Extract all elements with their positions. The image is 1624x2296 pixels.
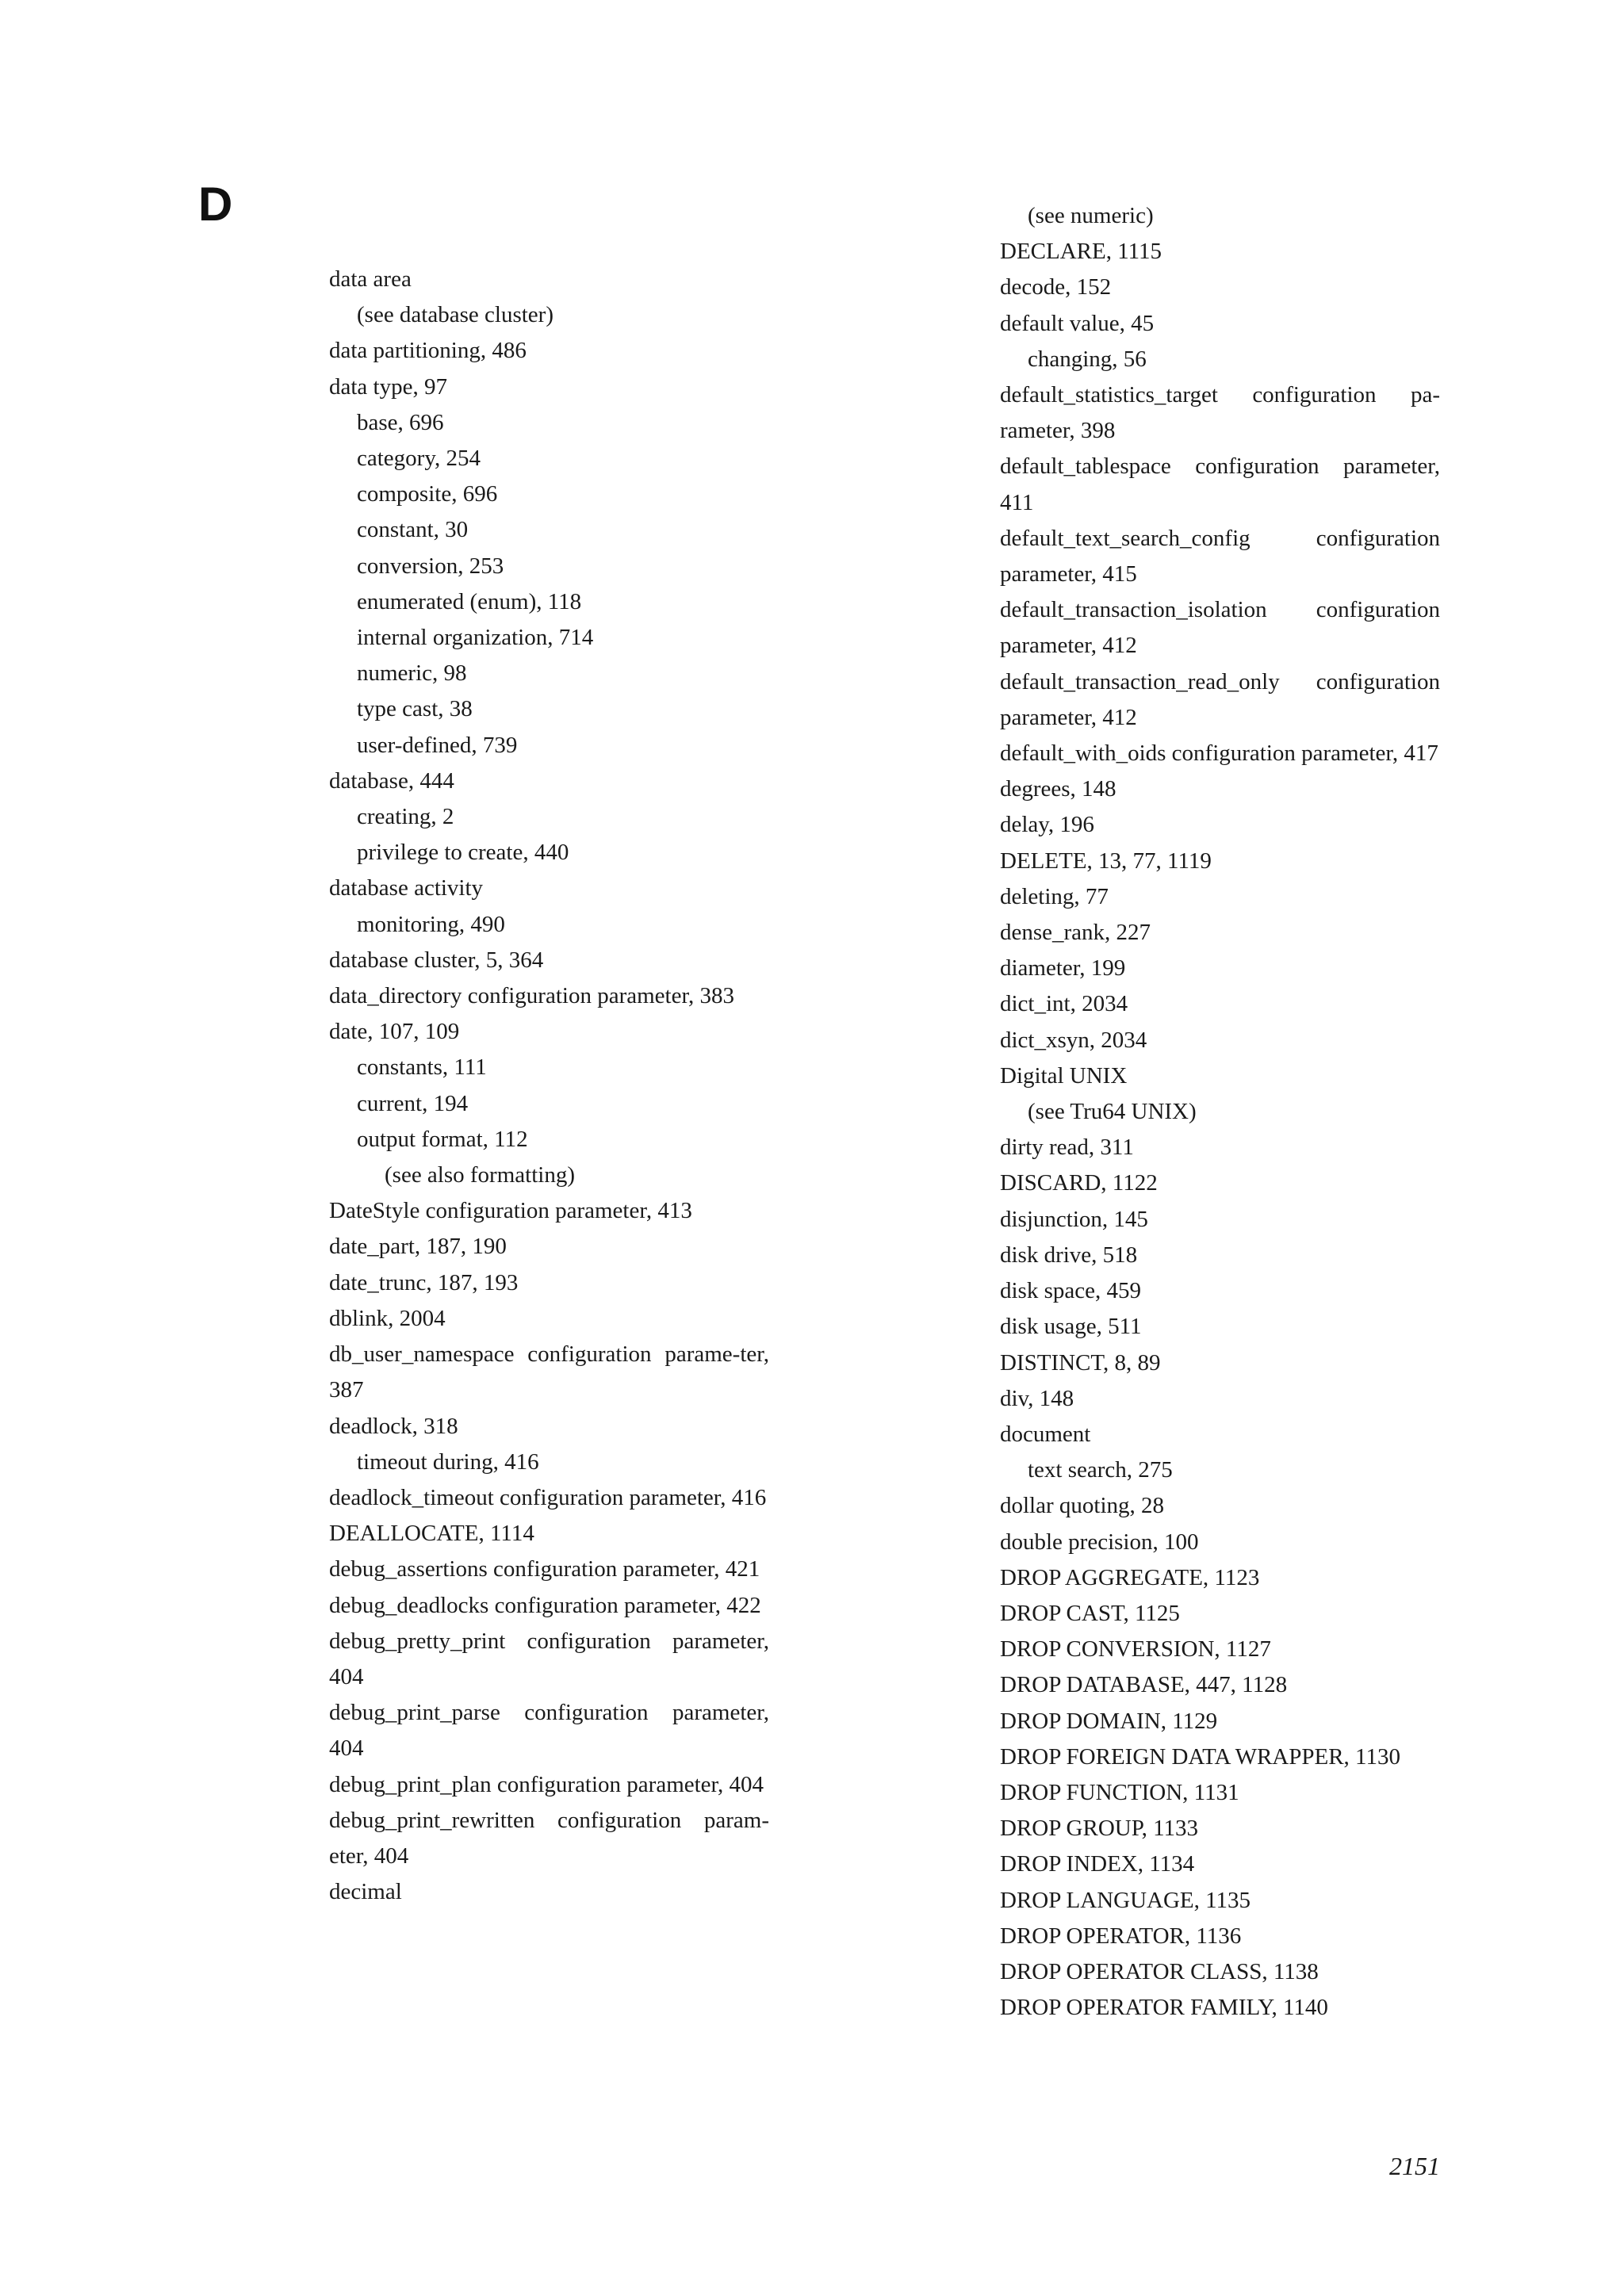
index-subentry: (see also formatting)	[385, 1162, 575, 1188]
index-entry: decode, 152	[1000, 274, 1112, 300]
index-entry: database, 444	[329, 767, 454, 794]
index-entry: DROP GROUP, 1133	[1000, 1816, 1199, 1842]
index-entry: default_text_search_config configuration parameter, 415	[1000, 525, 1440, 587]
index-subentry: monitoring, 490	[357, 911, 505, 937]
index-subentry: creating, 2	[357, 804, 454, 830]
index-entry: double precision, 100	[1000, 1529, 1199, 1555]
index-entry: default_statistics_target configuration pa-rameter, 398	[1000, 382, 1440, 444]
index-entry: DateStyle configuration parameter, 413	[329, 1198, 692, 1224]
index-entry: date_part, 187, 190	[329, 1234, 507, 1260]
index-entry: DROP DOMAIN, 1129	[1000, 1708, 1218, 1734]
index-entry: delay, 196	[1000, 812, 1094, 838]
index-entry: deadlock_timeout configuration parameter, 416	[329, 1484, 767, 1510]
index-entry: date, 107, 109	[329, 1019, 460, 1045]
index-entry: default_with_oids configuration parameter, 417	[1000, 740, 1438, 767]
index-entry: dense_rank, 227	[1000, 920, 1151, 946]
index-subentry: (see database cluster)	[357, 302, 553, 328]
index-entry: default value, 45	[1000, 310, 1155, 336]
index-entry: db_user_namespace configuration parame-ter, 387	[329, 1341, 769, 1403]
index-entry: diameter, 199	[1000, 955, 1126, 982]
index-entry: DISCARD, 1122	[1000, 1170, 1158, 1196]
index-column-left	[329, 262, 769, 1910]
index-entry: disk drive, 518	[1000, 1242, 1138, 1268]
index-entry: dict_xsyn, 2034	[1000, 1027, 1147, 1053]
index-subentry: current, 194	[357, 1090, 469, 1116]
index-column-right	[1000, 198, 1440, 2026]
index-entry: deleting, 77	[1000, 883, 1109, 909]
index-entry: dollar quoting, 28	[1000, 1493, 1165, 1519]
index-entry: database activity	[329, 875, 484, 901]
index-subentry: (see Tru64 UNIX)	[1028, 1099, 1197, 1125]
index-entry: DROP OPERATOR CLASS, 1138	[1000, 1958, 1319, 1984]
index-subentry: numeric, 98	[357, 660, 467, 687]
index-entry: div, 148	[1000, 1385, 1074, 1411]
index-entry: data partitioning, 486	[329, 338, 527, 364]
index-entry: DROP AGGREGATE, 1123	[1000, 1564, 1260, 1590]
index-entry: data area	[329, 266, 412, 292]
index-entry: default_transaction_read_only configuration parameter, 412	[1000, 668, 1440, 730]
index-subentry: constants, 111	[357, 1054, 487, 1081]
index-entry: dblink, 2004	[329, 1305, 446, 1331]
index-entry: disk usage, 511	[1000, 1314, 1142, 1340]
index-entry: dict_int, 2034	[1000, 991, 1128, 1017]
index-subentry: timeout during, 416	[357, 1448, 539, 1475]
index-entry: debug_deadlocks configuration parameter, 422	[329, 1592, 761, 1618]
index-entry: degrees, 148	[1000, 776, 1116, 802]
index-entry: database cluster, 5, 364	[329, 947, 544, 973]
index-subentry: user-defined, 739	[357, 732, 518, 758]
index-entry: DROP CONVERSION, 1127	[1000, 1636, 1271, 1663]
index-subentry: composite, 696	[357, 481, 498, 507]
index-entry: DECLARE, 1115	[1000, 239, 1162, 265]
index-subentry: (see numeric)	[1028, 203, 1154, 228]
index-entry: default_tablespace configuration parameter, 411	[1000, 453, 1440, 515]
index-entry: debug_print_parse configuration parameter, 404	[329, 1700, 769, 1762]
index-entry: date_trunc, 187, 193	[329, 1269, 519, 1295]
index-entry: deadlock, 318	[329, 1413, 458, 1439]
index-entry: data_directory configuration parameter, 383	[329, 983, 734, 1009]
index-entry: DROP FOREIGN DATA WRAPPER, 1130	[1000, 1743, 1400, 1770]
index-subentry: constant, 30	[357, 517, 469, 543]
index-entry: disjunction, 145	[1000, 1206, 1148, 1232]
index-subentry: privilege to create, 440	[357, 840, 569, 866]
index-subentry: category, 254	[357, 446, 481, 472]
index-entry: DROP CAST, 1125	[1000, 1600, 1180, 1626]
index-entry: DROP INDEX, 1134	[1000, 1851, 1195, 1877]
index-entry: DELETE, 13, 77, 1119	[1000, 848, 1212, 874]
index-entry: Digital UNIX	[1000, 1062, 1128, 1089]
index-entry: DROP DATABASE, 447, 1128	[1000, 1672, 1288, 1698]
index-entry: DROP LANGUAGE, 1135	[1000, 1887, 1251, 1913]
index-entry: decimal	[329, 1879, 402, 1905]
index-entry: debug_assertions configuration parameter, 421	[329, 1556, 760, 1582]
index-entry: DEALLOCATE, 1114	[329, 1521, 534, 1547]
index-entry: disk space, 459	[1000, 1278, 1141, 1304]
index-entry: DROP OPERATOR, 1136	[1000, 1923, 1242, 1949]
index-subentry: text search, 275	[1028, 1457, 1173, 1483]
index-entry: DROP FUNCTION, 1131	[1000, 1779, 1239, 1805]
index-subentry: conversion, 253	[357, 553, 504, 579]
index-subentry: base, 696	[357, 409, 444, 435]
index-subentry: enumerated (enum), 118	[357, 588, 582, 614]
index-entry: debug_print_plan configuration parameter, 404	[329, 1771, 764, 1797]
index-entry: default_transaction_isolation configuration parameter, 412	[1000, 597, 1440, 659]
index-entry: document	[1000, 1421, 1091, 1447]
index-entry: data type, 97	[329, 373, 447, 400]
index-entry: debug_print_rewritten configuration param-eter, 404	[329, 1807, 769, 1869]
index-entry: DROP OPERATOR FAMILY, 1140	[1000, 1995, 1328, 2021]
index-entry: debug_pretty_print configuration parameter, 404	[329, 1628, 769, 1689]
index-subentry: internal organization, 714	[357, 625, 594, 651]
index-subentry: type cast, 38	[357, 696, 473, 722]
index-subentry: output format, 112	[357, 1126, 528, 1152]
index-subentry: changing, 56	[1028, 346, 1147, 372]
index-entry: DISTINCT, 8, 89	[1000, 1349, 1161, 1376]
section-letter-heading: D	[198, 178, 233, 231]
page-number: 2151	[1389, 2152, 1440, 2180]
index-entry: dirty read, 311	[1000, 1135, 1134, 1161]
